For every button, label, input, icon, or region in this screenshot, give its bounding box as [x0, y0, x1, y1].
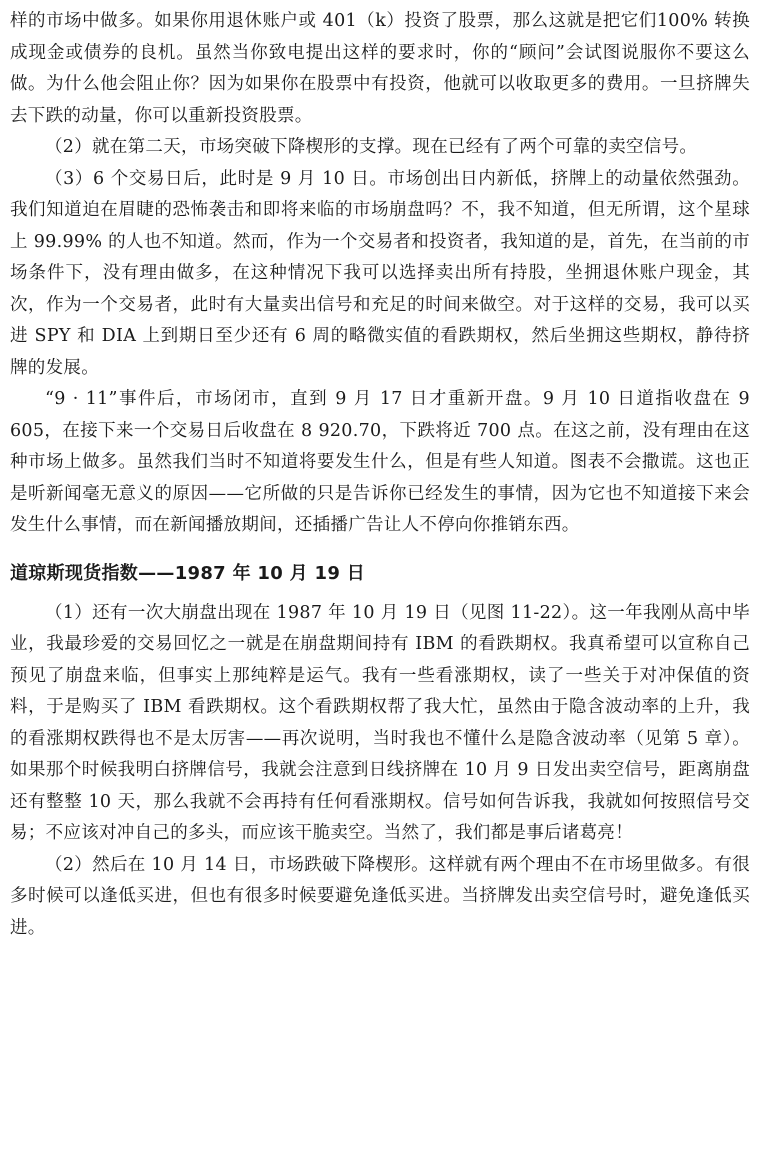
paragraph-continued: 样的市场中做多。如果你用退休账户或 401（k）投资了股票，那么这就是把它们100% 转换成现金或债券的良机。虽然当你致电提出这样的要求时，你的“顾问”会试图说服你不要这么做。为什么他会阻止你？因为如果你在股票中有投资，他就可以收取更多的费用。一旦挤牌失去下跌的动量，你可以重新投资股票。 [10, 11, 750, 126]
paragraph-point-3: （3）6 个交易日后，此时是 9 月 10 日。市场创出日内新低，挤牌上的动量依然强劲。我们知道迫在眉睫的恐怖袭击和即将来临的市场崩盘吗？不，我不知道，但无所谓，这个星球上 99.99% 的人也不知道。然而，作为一个交易者和投资者，我知道的是，首先，在当前的市场条件下，没有理由做多，在这种情况下我可以选择卖出所有持股，坐拥退休账户现金，其次，作为一个交易者，此时有大量卖出信号和充足的时间来做空。对于这样的交易，我可以买进 SPY 和 DIA 上到期日至少还有 6 周的略微实值的看跌期权，然后坐拥这些期权，静待挤牌的发展。 [10, 168, 750, 378]
paragraph-1987-point-2: （2）然后在 10 月 14 日，市场跌破下降楔形。这样就有两个理由不在市场里做多。有很多时候可以逢低买进，但也有很多时候要避免逢低买进。当挤牌发出卖空信号时，避免逢低买进。 [10, 854, 750, 938]
paragraph-1987-point-1: （1）还有一次大崩盘出现在 1987 年 10 月 19 日（见图 11-22）。这一年我刚从高中毕业，我最珍爱的交易回忆之一就是在崩盘期间持有 IBM 的看跌期权。我真希望可以宣称自己预见了崩盘来临，但事实上那纯粹是运气。我有一些看涨期权，读了一些关于对冲保值的资料，于是购买了 IBM 看跌期权。这个看跌期权帮了我大忙，虽然由于隐含波动率的上升，我的看涨期权跌得也不是太厉害——再次说明，当时我也不懂什么是隐含波动率（见第 5 章）。如果那个时候我明白挤牌信号，我就会注意到日线挤牌在 10 月 9 日发出卖空信号，距离崩盘还有整整 10 天，那么我就不会再持有任何看涨期权。信号如何告诉我，我就如何按照信号交易；不应该对冲自己的多头，而应该干脆卖空。当然了，我们都是事后诸葛亮！ [10, 602, 750, 843]
spacer [10, 589, 750, 598]
spacer [10, 542, 750, 558]
paragraph-point-2: （2）就在第二天，市场突破下降楔形的支撑。现在已经有了两个可靠的卖空信号。 [45, 137, 698, 157]
section-heading: 道琼斯现货指数——1987 年 10 月 19 日 [10, 562, 366, 584]
paragraph-9-11: “9 · 11”事件后，市场闭市，直到 9 月 17 日才重新开盘。9 月 10 日道指收盘在 9 605，在接下来一个交易日后收盘在 8 920.70，下跌将近 700 点。在这之前，没有理由在这种市场上做多。虽然我们当时不知道将要发生什么，但是有些人知道。图表不会撒谎。这也正是听新闻毫无意义的原因——它所做的只是告诉你已经发生的事情，因为它也不知道接下来会发生什么事情，而在新闻播放期间，还插播广告让人不停向你推销东西。 [10, 389, 750, 535]
